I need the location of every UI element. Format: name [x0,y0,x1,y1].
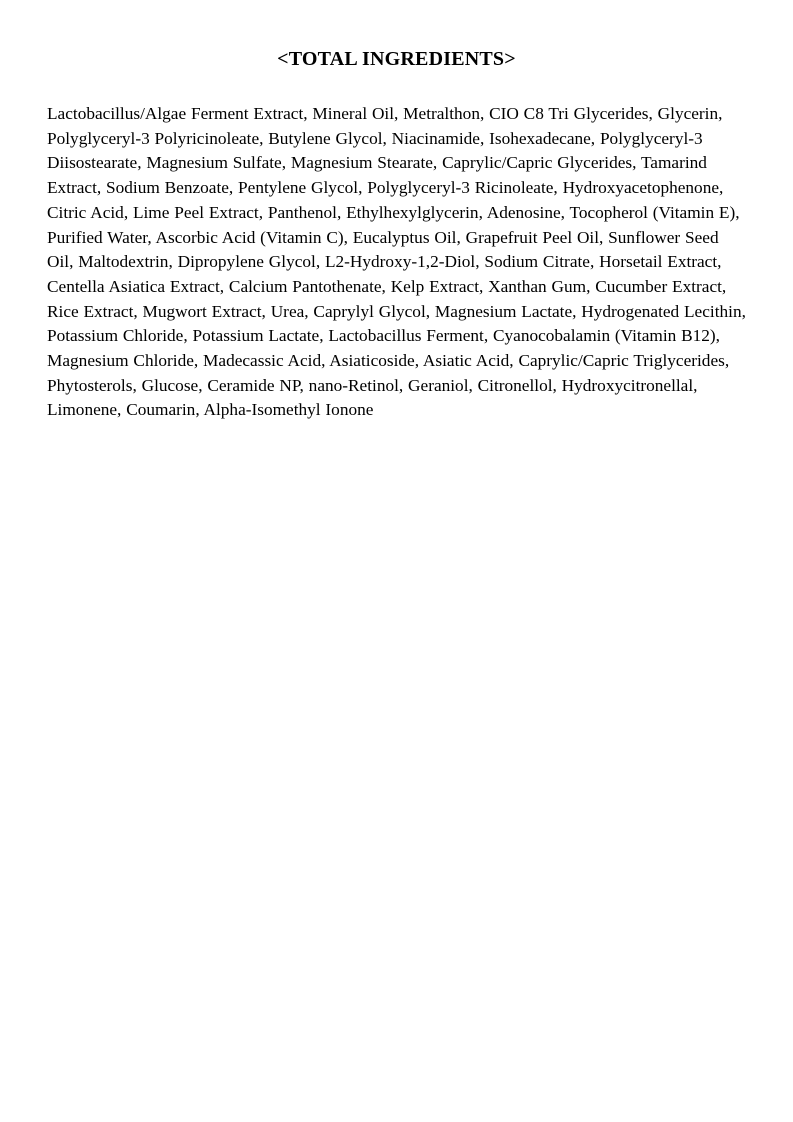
page-title: <TOTAL INGREDIENTS> [277,48,516,70]
ingredients-paragraph: Lactobacillus/Algae Ferment Extract, Mineral Oil, Metralthon, CIO C8 Tri Glycerides, Glycerin, Polyglyceryl-3 Polyricinoleate, Butylene Glycol, Niacinamide, Isohexadecane, Polyglyceryl-3 Diisostearate, Magnesium Sulfate, Magnesium Stearate, Caprylic/Capric Glycerides, Tamarind Extract, Sodium Benzoate, Pentylene Glycol, Polyglyceryl-3 Ricinoleate, Hydroxyacetophenone, Citric Acid, Lime Peel Extract, Panthenol, Ethylhexylglycerin, Adenosine, Tocopherol (Vitamin E), Purified Water, Ascorbic Acid (Vitamin C), Eucalyptus Oil, Grapefruit Peel Oil, Sunflower Seed Oil, Maltodextrin, Dipropylene Glycol, L2-Hydroxy-1,2-Diol, Sodium Citrate, Horsetail Extract, Centella Asiatica Extract, Calcium Pantothenate, Kelp Extract, Xanthan Gum, Cucumber Extract, Rice Extract, Mugwort Extract, Urea, Caprylyl Glycol, Magnesium Lactate, Hydrogenated Lecithin, Potassium Chloride, Potassium Lactate, Lactobacillus Ferment, Cyanocobalamin (Vitamin B12), Magnesium Chloride, Madecassic Acid, Asiaticoside, Asiatic Acid, Caprylic/Capric Triglycerides, Phytosterols, Glucose, Ceramide NP, nano-Retinol, Geraniol, Citronellol, Hydroxycitronellal, Limonene, Coumarin, Alpha-Isomethyl Ionone [47,104,746,420]
